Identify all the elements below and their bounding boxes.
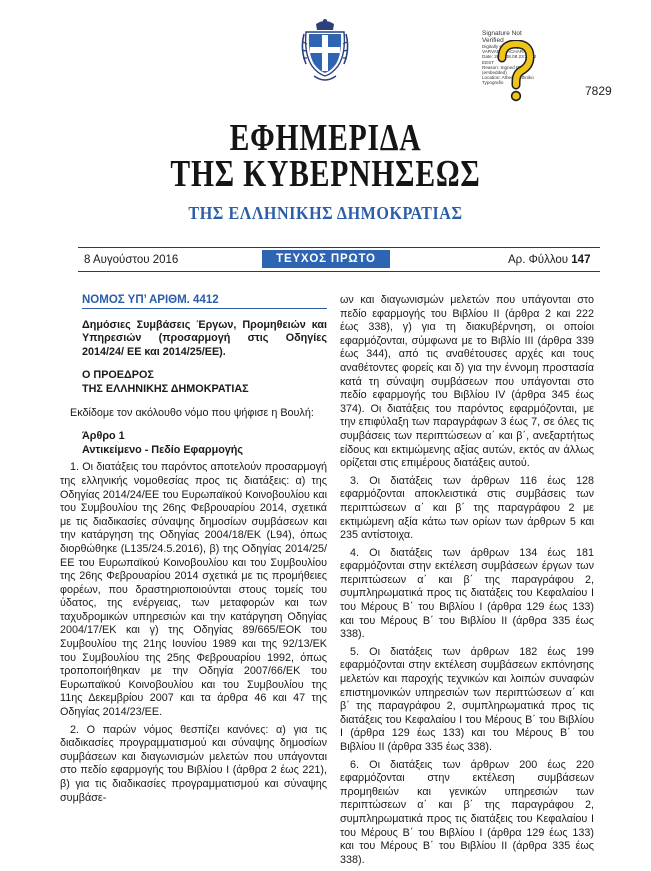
president-line: Ο ΠΡΟΕΔΡΟΣ (82, 369, 154, 382)
gazette-subtitle: ΤΗΣ ΕΛΛΗΝΙΚΗΣ ΔΗΜΟΚΡΑΤΙΑΣ (188, 203, 463, 223)
signature-line: Reason: Signed PDF (482, 64, 526, 70)
signature-line: Digitally signed by (482, 44, 520, 49)
sheet-label: Αρ. Φύλλου (508, 254, 569, 266)
left-column (60, 294, 327, 809)
question-mark-signature-icon[interactable] (494, 40, 538, 104)
paragraph: 6. Οι διατάξεις των άρθρων 200 έως 220 εφαρμόζονται στην εκτέλεση συμβάσεων προμηθειών και γενικών υπηρεσιών των περιπτώσεων α΄ και β΄ της παραγράφου 2, συμπληρωματικά προς τις διατάξεις του Κεφαλαίου Ι του Μέρους Β΄ του Βιβλίου Ι (άρθρα 129 έως 133) και του Μέρους Β΄ του Βιβλίου ΙΙ (άρθρα 335 έως 338). (340, 758, 594, 866)
paragraph: 4. Οι διατάξεις των άρθρων 134 έως 181 εφαρμόζονται στην εκτέλεση συμβάσεων έργων των περιπτώσεων α΄ και β΄ της παραγράφου 2, συμπληρωματικά προς τις διατάξεις του Κεφαλαίου Ι του Μέρους Β΄ του Βιβλίου Ι (άρθρα 129 έως 133) και του Μέρους Β΄ του Βιβλίου ΙΙ (άρθρα 335 έως 338). (340, 546, 594, 641)
law-title: Δημόσιες Συμβάσεις Έργων, Προμηθειών και Υπηρεσιών (προσαρμογή στις Οδηγίες 2014/24/ ΕΕ και 2014/25/ΕΕ). (82, 318, 327, 358)
law-heading (82, 294, 327, 309)
right-column (340, 294, 594, 871)
signature-line: VARVARA ZACHARAKI (482, 49, 531, 55)
signature-line: (embedded) (482, 70, 507, 76)
issue-date: 8 Αυγούστου 2016 (84, 254, 179, 266)
paragraph: 3. Οι διατάξεις των άρθρων 116 έως 128 εφαρμόζονται αποκλειστικά στις συμβάσεις των περιπτώσεων α΄ και β΄ της παραγράφου 2 με εκτιμώμενη αξία κάτω των ορίων των άρθρων 5 και 235 αντίστοιχα. (340, 474, 594, 542)
signature-line: Typografio (482, 80, 504, 86)
paragraph: 2. Ο παρών νόμος θεσπίζει κανόνες: α) για τις διαδικασίες προγραμματισμού και σύναψης δημοσίων συμβάσεων και διαγωνισμών μελετών που υπάγονται στο πεδίο εφαρμογής του Βιβλίου Ι (άρθρα 2 έως 221), β) για τις διαδικασίες προγραμματισμού και σύναψης συμβάσε- (60, 723, 327, 804)
gazette-title: ΕΦΗΜΕΡΙΔΑ (229, 117, 422, 159)
paragraph: ων και διαγωνισμών μελετών που υπάγονται στο πεδίο εφαρμογής του Βιβλίου ΙΙ (άρθρα 2 και 222 έως 338), γ) για τη διακυβέρνηση, οι οποίοι εφαρμόζονται, σύμφωνα με το Βιβλίο ΙΙΙ (άρθρα 339 έως 344), από τις αναθέτουσες αρχές και τους αναθέτοντες φορείς και δ) για την έννομη προστασία κατά τη σύναψη συμβάσεων που υπάγονται στο πεδίο εφαρμογής του Βιβλίου IV (άρθρα 345 έως 374). Οι διατάξεις του παρόντος εφαρμόζονται, με την επιφύλαξη των παραγράφων 3 έως 7, σε όλες τις συμβάσεις των περιπτώσεων α΄ και β΄, ανεξαρτήτως είδους και εκτιμώμενης αξίας αυτών, εκτός αν άλλως ορίζεται στις επιμέρους διατάξεις αυτού. (340, 294, 594, 470)
sheet-number (508, 254, 590, 266)
paragraph: 5. Οι διατάξεις των άρθρων 182 έως 199 εφαρμόζονται στην εκτέλεση συμβάσεων εκπόνησης μελετών και παροχής τεχνικών και λοιπών συναφών επιστημονικών υπηρεσιών των περιπτώσεων α΄ και β΄ της παραγράφου 2, συμπληρωματικά προς τις διατάξεις του Κεφαλαίου Ι του Μέρους Β΄ του Βιβλίου Ι (άρθρα 129 έως 133) και του Μέρους Β΄ του Βιβλίου ΙΙ (άρθρα 335 έως 338). (340, 645, 594, 753)
paragraph: 1. Οι διατάξεις του παρόντος αποτελούν προσαρμογή της ελληνικής νομοθεσίας προς τις διατάξεις: α) της Οδηγίας 2014/24/ΕΕ του Ευρωπαϊκού Κοινοβουλίου και του Συμβουλίου της 26ης Φεβρουαρίου 2014, σχετικά με τις διαδικασίες σύναψης δημοσίων συμβάσεων και την κατάργηση της Οδηγίας 2004/18/ΕΚ (L94), όπως διορθώθηκε (L135/24.5.2016), β) της Οδηγίας 2014/25/ΕΕ του Ευρωπαϊκού Κοινοβουλίου και του Συμβουλίου της 26ης Φεβρουαρίου 2014 σχετικά με τις προμήθειες φορέων, που δραστηριοποιούνται στους τομείς του ύδατος, της ενέργειας, των μεταφορών και των ταχυδρομικών υπηρεσιών και την κατάργηση Οδηγίας 2004/17/ΕΚ και γ) της Οδηγίας 89/665/ΕΟΚ του Συμβουλίου της 21ης Ιουνίου 1989 και της 92/13/ΕΚ του Συμβουλίου της 25ης Φεβρουαρίου 1992, όπως τροποποιήθηκαν με την Οδηγία 2007/66/ΕΚ του Ευρωπαϊκού Κοινοβουλίου και του Συμβουλίου της 11ης Δεκεμβρίου 2007 και τα άρθρα 46 και 47 της Οδηγίας 2014/23/ΕΕ. (60, 461, 327, 719)
gazette-title-line2: ΤΗΣ ΚΥΒΕΡΝΗΣΕΩΣ (170, 153, 481, 195)
sheet-value: 147 (571, 254, 591, 266)
header-divider-top (78, 247, 600, 248)
issue-badge: ΤΕΥΧΟΣ ΠΡΩΤΟ (262, 250, 390, 268)
enactment-clause: Εκδίδομε τον ακόλουθο νόμο που ψήφισε η Βουλή: (70, 406, 314, 419)
signature-line: EEST (482, 59, 494, 65)
page-number: 7829 (585, 84, 612, 98)
signature-line: Signature Not (482, 30, 522, 37)
greek-coat-of-arms-icon (300, 14, 350, 84)
signature-line: Verified (482, 37, 504, 44)
header-divider-bottom (78, 271, 600, 272)
signature-line: Date: 2016.08.08 23:25:32 (482, 54, 537, 60)
article-title: Αντικείμενο - Πεδίο Εφαρμογής (82, 443, 244, 456)
president-heading (82, 369, 327, 396)
president-line: ΤΗΣ ΕΛΛΗΝΙΚΗΣ ΔΗΜΟΚΡΑΤΙΑΣ (82, 382, 249, 395)
article-number: Άρθρο 1 (82, 430, 125, 443)
signature-line: Location: Athens, Ethniko (482, 75, 534, 81)
law-heading-text: ΝΟΜΟΣ ΥΠ’ ΑΡΙΘΜ. 4412 (82, 294, 327, 309)
